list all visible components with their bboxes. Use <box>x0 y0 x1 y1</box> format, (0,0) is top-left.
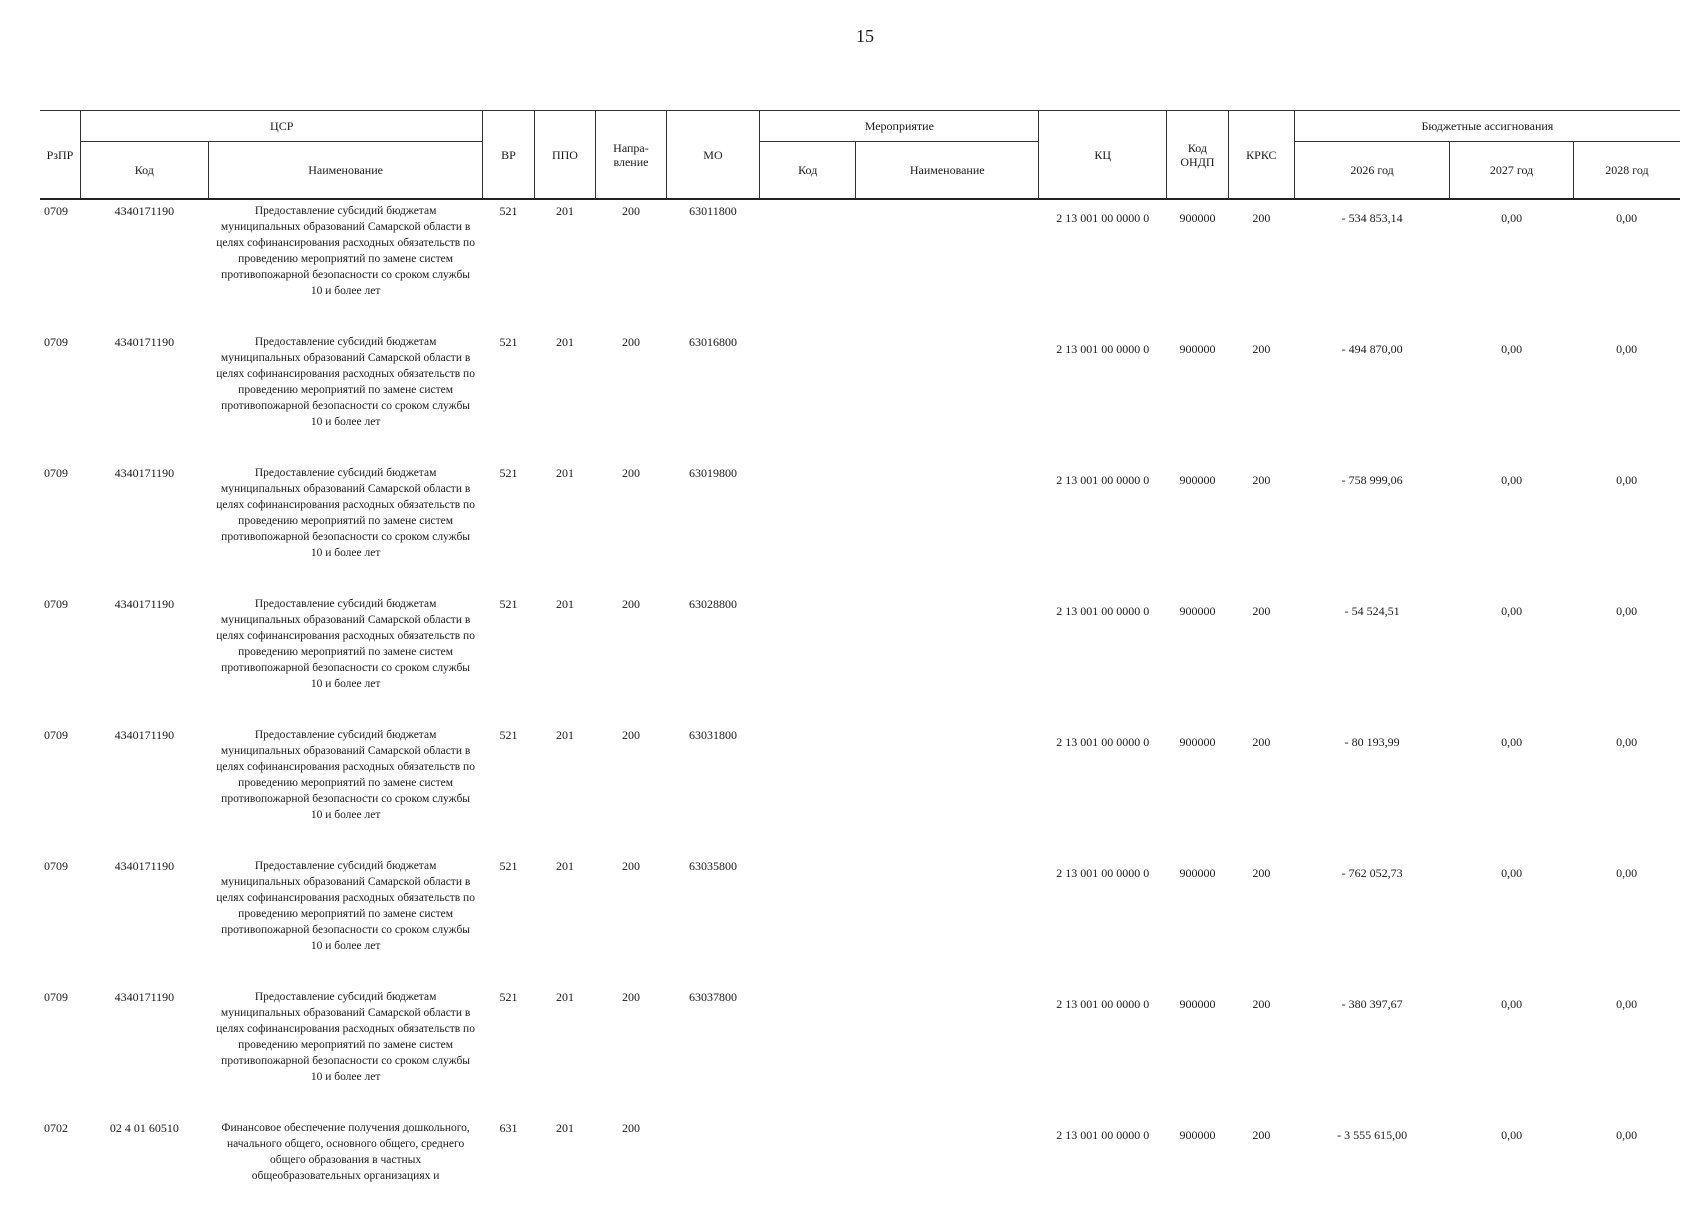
table-row <box>40 855 1680 986</box>
table-body <box>40 199 1680 1217</box>
cell-vr: 521 <box>499 597 518 611</box>
cell-event-code <box>760 331 856 462</box>
cell-2028: 0,00 <box>1616 1128 1638 1142</box>
cell-ondp: 900000 <box>1179 866 1216 880</box>
cell-csr-name: Предоставление субсидий бюджетам муниципальных образований Самарской области в целях софинансирования расходных обязательств по проведению мероприятий по замене систем противопожарной безопасности со сроком службы 10 и более лет <box>216 467 475 559</box>
cell-kc: 2 13 001 00 0000 0 <box>1056 866 1150 880</box>
header-mo: МО <box>666 111 760 200</box>
header-kc: КЦ <box>1039 111 1167 200</box>
cell-2028: 0,00 <box>1616 735 1638 749</box>
cell-csr-name: Предоставление субсидий бюджетам муниципальных образований Самарской области в целях софинансирования расходных обязательств по проведению мероприятий по замене систем противопожарной безопасности со сроком службы 10 и более лет <box>216 598 475 690</box>
cell-krks: 200 <box>1252 866 1271 880</box>
table-row <box>40 331 1680 462</box>
cell-direction: 200 <box>621 335 640 349</box>
cell-event-code <box>760 1117 856 1217</box>
cell-vr: 521 <box>499 728 518 742</box>
budget-table <box>40 110 1680 1217</box>
cell-csr-code: 4340171190 <box>114 597 175 611</box>
cell-kc: 2 13 001 00 0000 0 <box>1056 997 1150 1011</box>
cell-2028: 0,00 <box>1616 211 1638 225</box>
cell-ppo: 201 <box>555 859 574 873</box>
header-budget: Бюджетные ассигнования <box>1294 111 1680 142</box>
cell-2027: 0,00 <box>1501 866 1523 880</box>
header-direction: Напра-вление <box>596 111 666 200</box>
cell-krks: 200 <box>1252 211 1271 225</box>
table-row <box>40 462 1680 593</box>
cell-vr: 521 <box>499 859 518 873</box>
table-row <box>40 593 1680 724</box>
header-event-code: Код <box>760 142 856 200</box>
cell-event-code <box>760 986 856 1117</box>
cell-2026: - 534 853,14 <box>1341 211 1403 225</box>
header-ondp: Код ОНДП <box>1167 111 1229 200</box>
cell-event-name <box>856 331 1039 462</box>
cell-ppo: 201 <box>555 1121 574 1135</box>
cell-2027: 0,00 <box>1501 211 1523 225</box>
cell-csr-name: Предоставление субсидий бюджетам муниципальных образований Самарской области в целях софинансирования расходных обязательств по проведению мероприятий по замене систем противопожарной безопасности со сроком службы 10 и более лет <box>216 205 475 297</box>
cell-csr-code: 4340171190 <box>114 990 175 1004</box>
cell-ondp: 900000 <box>1179 473 1216 487</box>
cell-csr-code: 02 4 01 60510 <box>109 1121 179 1135</box>
cell-direction: 200 <box>621 466 640 480</box>
cell-event-code <box>760 593 856 724</box>
cell-krks: 200 <box>1252 604 1271 618</box>
cell-krks: 200 <box>1252 735 1271 749</box>
table-row <box>40 986 1680 1117</box>
cell-csr-code: 4340171190 <box>114 859 175 873</box>
cell-2028: 0,00 <box>1616 997 1638 1011</box>
cell-kc: 2 13 001 00 0000 0 <box>1056 1128 1150 1142</box>
cell-csr-code: 4340171190 <box>114 728 175 742</box>
cell-ondp: 900000 <box>1179 1128 1216 1142</box>
cell-event-name <box>856 855 1039 986</box>
cell-krks: 200 <box>1252 997 1271 1011</box>
cell-vr: 521 <box>499 204 518 218</box>
cell-direction: 200 <box>621 859 640 873</box>
cell-csr-code: 4340171190 <box>114 335 175 349</box>
cell-event-name <box>856 199 1039 331</box>
cell-event-name <box>856 724 1039 855</box>
cell-mo: 63016800 <box>688 335 737 349</box>
cell-2026: - 758 999,06 <box>1341 473 1403 487</box>
cell-krks: 200 <box>1252 1128 1271 1142</box>
header-event-name: Наименование <box>856 142 1039 200</box>
cell-ppo: 201 <box>555 990 574 1004</box>
header-rzpr: РзПР <box>40 111 80 200</box>
cell-mo: 63011800 <box>689 204 737 218</box>
header-event: Мероприятие <box>760 111 1039 142</box>
cell-ondp: 900000 <box>1179 604 1216 618</box>
cell-ondp: 900000 <box>1179 997 1216 1011</box>
cell-vr: 521 <box>499 990 518 1004</box>
cell-vr: 521 <box>499 466 518 480</box>
cell-mo: 63037800 <box>688 990 737 1004</box>
cell-kc: 2 13 001 00 0000 0 <box>1056 473 1150 487</box>
cell-csr-code: 4340171190 <box>114 466 175 480</box>
cell-direction: 200 <box>621 728 640 742</box>
cell-ondp: 900000 <box>1179 342 1216 356</box>
header-csr-code: Код <box>80 142 208 200</box>
table-header <box>40 111 1680 200</box>
cell-vr: 521 <box>499 335 518 349</box>
cell-krks: 200 <box>1252 473 1271 487</box>
page-number: 15 <box>856 26 874 46</box>
header-vr: ВР <box>483 111 534 200</box>
cell-rzpr: 0709 <box>44 728 68 742</box>
cell-rzpr: 0709 <box>44 990 68 1004</box>
table-row <box>40 199 1680 331</box>
cell-vr: 631 <box>499 1121 518 1135</box>
cell-rzpr: 0709 <box>44 335 68 349</box>
cell-csr-name: Предоставление субсидий бюджетам муниципальных образований Самарской области в целях софинансирования расходных обязательств по проведению мероприятий по замене систем противопожарной безопасности со сроком службы 10 и более лет <box>216 991 475 1083</box>
cell-mo: 63019800 <box>688 466 737 480</box>
cell-direction: 200 <box>621 204 640 218</box>
cell-kc: 2 13 001 00 0000 0 <box>1056 342 1150 356</box>
cell-2026: - 762 052,73 <box>1341 866 1403 880</box>
cell-2027: 0,00 <box>1501 604 1523 618</box>
cell-direction: 200 <box>621 1121 640 1135</box>
cell-direction: 200 <box>621 597 640 611</box>
cell-2026: - 380 397,67 <box>1341 997 1403 1011</box>
cell-event-code <box>760 462 856 593</box>
cell-event-name <box>856 986 1039 1117</box>
cell-mo: 63031800 <box>688 728 737 742</box>
header-2027: 2027 год <box>1450 142 1574 200</box>
table-row <box>40 724 1680 855</box>
cell-2028: 0,00 <box>1616 342 1638 356</box>
cell-2026: - 494 870,00 <box>1341 342 1403 356</box>
cell-csr-name: Финансовое обеспечение получения дошкольного, начального общего, основного общего, среднего общего образования в частных общеобразовательных организациях и <box>221 1122 470 1182</box>
cell-event-code <box>760 724 856 855</box>
cell-2028: 0,00 <box>1616 604 1638 618</box>
cell-rzpr: 0709 <box>44 204 68 218</box>
cell-ppo: 201 <box>555 597 574 611</box>
header-csr-name: Наименование <box>208 142 483 200</box>
cell-2027: 0,00 <box>1501 735 1523 749</box>
header-2028: 2028 год <box>1573 142 1680 200</box>
cell-kc: 2 13 001 00 0000 0 <box>1056 211 1150 225</box>
cell-ppo: 201 <box>555 204 574 218</box>
header-ppo: ППО <box>534 111 596 200</box>
cell-rzpr: 0702 <box>44 1121 68 1135</box>
cell-kc: 2 13 001 00 0000 0 <box>1056 735 1150 749</box>
cell-csr-code: 4340171190 <box>114 204 175 218</box>
cell-ppo: 201 <box>555 728 574 742</box>
table-row <box>40 1117 1680 1217</box>
cell-mo <box>666 1117 760 1217</box>
cell-2026: - 80 193,99 <box>1344 735 1400 749</box>
cell-krks: 200 <box>1252 342 1271 356</box>
cell-event-code <box>760 855 856 986</box>
cell-2028: 0,00 <box>1616 866 1638 880</box>
cell-rzpr: 0709 <box>44 859 68 873</box>
cell-ppo: 201 <box>555 335 574 349</box>
cell-rzpr: 0709 <box>44 466 68 480</box>
header-2026: 2026 год <box>1294 142 1449 200</box>
cell-rzpr: 0709 <box>44 597 68 611</box>
cell-2026: - 3 555 615,00 <box>1337 1128 1408 1142</box>
cell-event-code <box>760 199 856 331</box>
header-csr: ЦСР <box>80 111 483 142</box>
cell-2027: 0,00 <box>1501 1128 1523 1142</box>
cell-ondp: 900000 <box>1179 211 1216 225</box>
cell-2027: 0,00 <box>1501 342 1523 356</box>
cell-csr-name: Предоставление субсидий бюджетам муниципальных образований Самарской области в целях софинансирования расходных обязательств по проведению мероприятий по замене систем противопожарной безопасности со сроком службы 10 и более лет <box>216 860 475 952</box>
cell-csr-name: Предоставление субсидий бюджетам муниципальных образований Самарской области в целях софинансирования расходных обязательств по проведению мероприятий по замене систем противопожарной безопасности со сроком службы 10 и более лет <box>216 729 475 821</box>
cell-mo: 63035800 <box>688 859 737 873</box>
cell-event-name <box>856 593 1039 724</box>
cell-2027: 0,00 <box>1501 473 1523 487</box>
cell-direction: 200 <box>621 990 640 1004</box>
cell-event-name <box>856 1117 1039 1217</box>
cell-2027: 0,00 <box>1501 997 1523 1011</box>
cell-mo: 63028800 <box>688 597 737 611</box>
cell-kc: 2 13 001 00 0000 0 <box>1056 604 1150 618</box>
cell-ondp: 900000 <box>1179 735 1216 749</box>
cell-event-name <box>856 462 1039 593</box>
cell-2026: - 54 524,51 <box>1344 604 1400 618</box>
cell-csr-name: Предоставление субсидий бюджетам муниципальных образований Самарской области в целях софинансирования расходных обязательств по проведению мероприятий по замене систем противопожарной безопасности со сроком службы 10 и более лет <box>216 336 475 428</box>
header-krks: КРКС <box>1228 111 1294 200</box>
cell-ppo: 201 <box>555 466 574 480</box>
cell-2028: 0,00 <box>1616 473 1638 487</box>
